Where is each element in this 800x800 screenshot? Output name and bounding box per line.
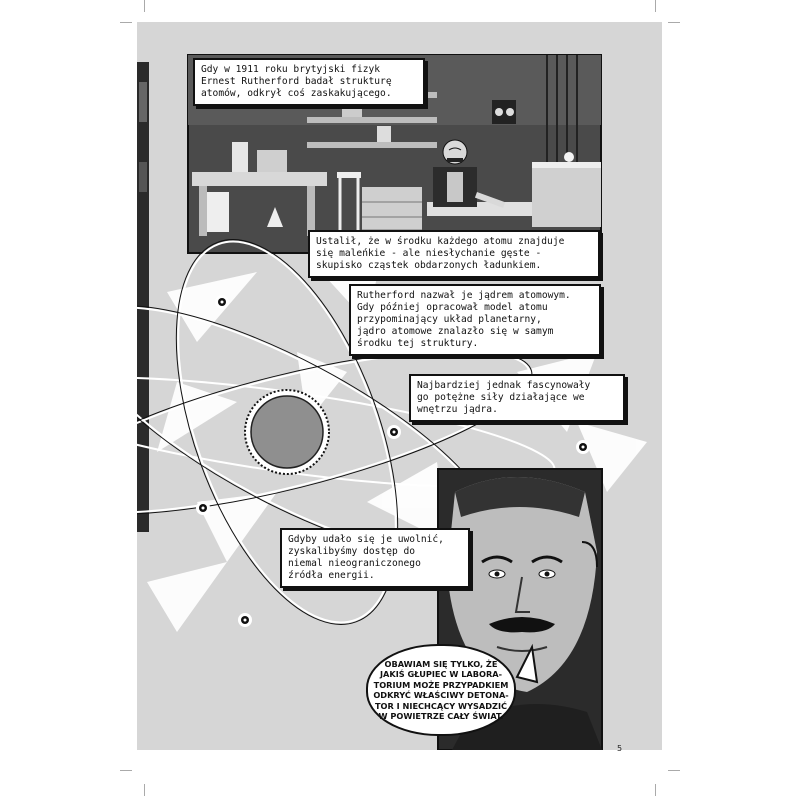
atom-nucleus: [245, 390, 329, 474]
crop-mark-bottom-right: [668, 770, 680, 771]
caption-rutherford-1911: Gdy w 1911 roku brytyjski fizyk Ernest Rutherford badał strukturę atomów, odkrył coś zaskakującego.: [193, 58, 425, 106]
crop-mark-bottom-left: [120, 770, 132, 771]
caption-planetary-model: Rutherford nazwał je jądrem atomowym. Gdy później opracował model atomu przypominający układ planetarny, jądro atomowe znalazło się w samym środku tej struktury.: [349, 284, 601, 356]
page-number: 5: [617, 744, 623, 753]
crop-mark-bottom-left-v: [144, 784, 145, 796]
crop-mark-bottom-right-v: [655, 784, 656, 796]
caption-nucleus-discovery: Ustalił, że w środku każdego atomu znajduje się maleńkie - ale niesłychanie gęste - skupisko cząstek obdarzonych ładunkiem.: [308, 230, 600, 278]
caption-nuclear-forces: Najbardziej jednak fascynowały go potężne siły działające we wnętrzu jądra.: [409, 374, 625, 422]
caption-energy-source: Gdyby udało się je uwolnić, zyskalibyśmy dostęp do niemal nieograniczonego źródła energii.: [280, 528, 470, 588]
comic-page: [137, 22, 662, 750]
crop-mark-top-left-v: [144, 0, 145, 12]
speech-bubble-warning: OBAWIAM SIĘ TYLKO, ŻE JAKIŚ GŁUPIEC W LABORA- TORIUM MOŻE PRZYPADKIEM ODKRYĆ WŁAŚCIWY DETONA- TOR I NIECHCĄCY WYSADZIĆ W POWIETRZE CAŁY ŚWIAT.: [366, 644, 516, 736]
crop-mark-top-right-v: [655, 0, 656, 12]
crop-mark-top-left: [120, 22, 132, 23]
crop-mark-top-right: [668, 22, 680, 23]
